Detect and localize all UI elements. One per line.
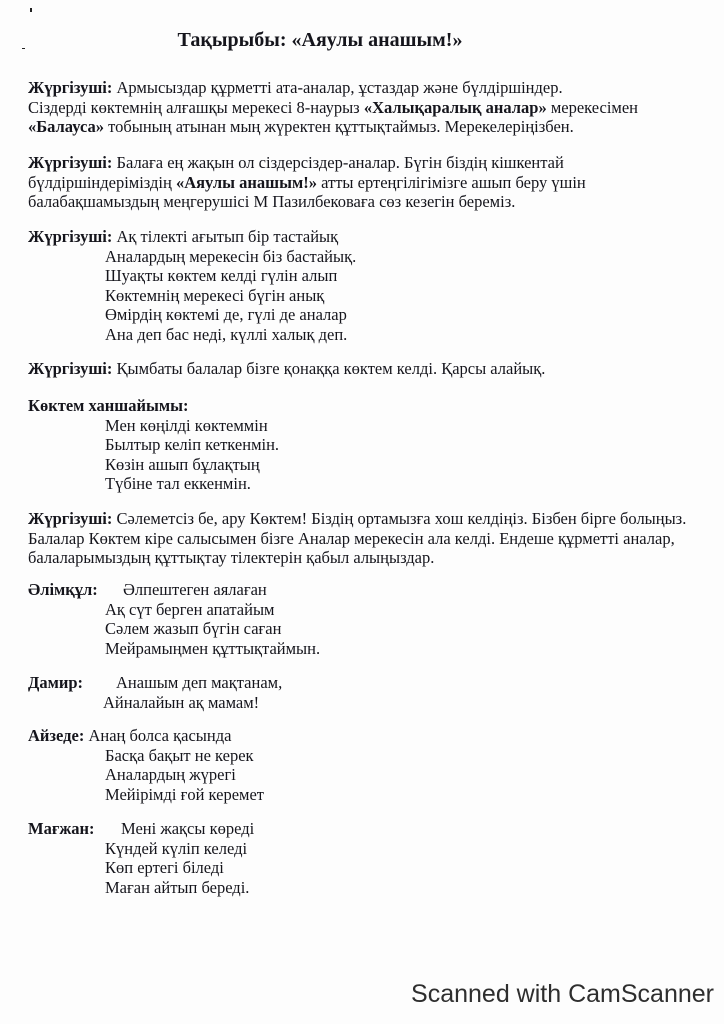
text-line: Балалар Көктем кіре салысымен бізге Аналар мерекесін ала келді. Ендеше құрметті аналар, — [28, 528, 675, 548]
poem-damir — [28, 673, 282, 712]
verse-line: Аналардың мерекесін біз бастайық. — [105, 246, 357, 266]
bold-phrase: «Балауса» — [28, 117, 104, 136]
speaker-label: Айзеде: — [28, 726, 85, 745]
speaker-label: Көктем ханшайымы: — [28, 396, 189, 415]
verse-line: Көп ертегі біледі — [105, 858, 224, 877]
speaker-label: Жүргізуші: — [28, 153, 113, 172]
verse-line: Ана деп бас неді, күллі халық деп. — [105, 324, 348, 344]
speaker-label: Жүргізуші: — [28, 227, 113, 246]
bold-phrase: «Халықаралық аналар» — [363, 97, 547, 117]
poem-aizede — [28, 726, 264, 804]
verse-line: Мейрамыңмен құттықтаймын. — [105, 638, 321, 658]
speaker-label: Жүргізуші: — [28, 359, 113, 378]
speaker-label: Мағжан: — [28, 819, 95, 838]
paragraph-welcome-spring — [28, 359, 545, 379]
speaker-label: Жүргізуші: — [28, 78, 113, 97]
poem-spring-queen — [28, 396, 279, 494]
text-line: бүлдіршіндеріміздің — [28, 172, 176, 192]
text-line: Балаға ең жақын ол сіздерсіздер-аналар. Бүгін біздің кішкентай — [116, 153, 564, 172]
text-line: Армысыздар құрметті ата-аналар, ұстаздар және бүлдіршіндер. — [116, 78, 563, 97]
paragraph-greeting-spring — [28, 509, 686, 568]
verse-line: Түбіне тал еккенмін. — [105, 474, 251, 493]
verse-line: Өмірдің көктемі де, гүлі де аналар — [105, 305, 347, 324]
verse-line: Әлпештеген аялаған — [123, 580, 267, 599]
text-line: Сәлеметсіз бе, ару Көктем! Біздің ортамызға хош келдіңіз. Бізбен бірге болыңыз. — [116, 509, 687, 528]
speaker-label: Дамир: — [28, 673, 84, 692]
paragraph-greeting — [28, 78, 638, 137]
page-title: Тақырыбы: «Аяулы анашым!» — [177, 29, 463, 51]
text-line: балабақшамыздың меңгерушісі М Пазилбековаға сөз кезегін береміз. — [28, 192, 516, 211]
scan-speck — [30, 8, 32, 12]
verse-line: Мен көңілді көктеммін — [105, 415, 268, 435]
speaker-label: Жүргізуші: — [28, 509, 113, 528]
verse-line: Шуақты көктем келді гүлін алып — [105, 266, 338, 285]
text-line: Сіздерді көктемнің алғашқы мерекесі 8-наурыз — [28, 97, 364, 117]
verse-line: Сәлем жазып бүгін саған — [105, 619, 282, 638]
verse-line: Ақ тілекті ағытып бір тастайық — [116, 227, 339, 246]
poem-host — [28, 227, 356, 344]
verse-line: Басқа бақыт не керек — [105, 745, 254, 765]
verse-line: Былтыр келіп кеткенмін. — [105, 435, 280, 454]
speaker-label: Әлімқұл: — [28, 580, 98, 599]
text-line: мерекесімен — [546, 97, 639, 117]
verse-line: Мейірімді ғой керемет — [105, 784, 265, 804]
verse-line: Мені жақсы көреді — [121, 819, 255, 838]
verse-line: Күндей күліп келеді — [105, 838, 248, 858]
camscanner-watermark: Scanned with CamScanner — [411, 980, 714, 1008]
verse-line: Көктемнің мерекесі бүгін анық — [105, 285, 325, 305]
bold-phrase: «Аяулы анашым!» — [175, 172, 317, 192]
verse-line: Анаң болса қасында — [88, 726, 232, 745]
text-line: Қымбаты балалар бізге қонаққа көктем келді. Қарсы алайық. — [116, 359, 546, 378]
text-line: балаларымыздың құттықтау тілектерін қабыл алыңыздар. — [28, 548, 435, 567]
paragraph-intro — [28, 153, 586, 212]
verse-line: Маған айтып береді. — [105, 877, 250, 897]
verse-line: Аналардың жүрегі — [105, 765, 236, 784]
verse-line: Ақ сүт берген апатайым — [105, 599, 275, 619]
poem-magzhan — [28, 819, 254, 897]
verse-line: Айналайын ақ мамам! — [103, 692, 260, 712]
verse-line: Көзін ашып бұлақтың — [105, 454, 260, 474]
verse-line: Анашым деп мақтанам, — [116, 673, 283, 692]
text-line: атты ертеңгілігімізге ашып беру үшін — [316, 172, 586, 192]
poem-alimkul — [28, 580, 320, 658]
text-line: тобының атынан мың жүректен құттықтаймыз. Мерекелеріңізбен. — [104, 117, 574, 136]
